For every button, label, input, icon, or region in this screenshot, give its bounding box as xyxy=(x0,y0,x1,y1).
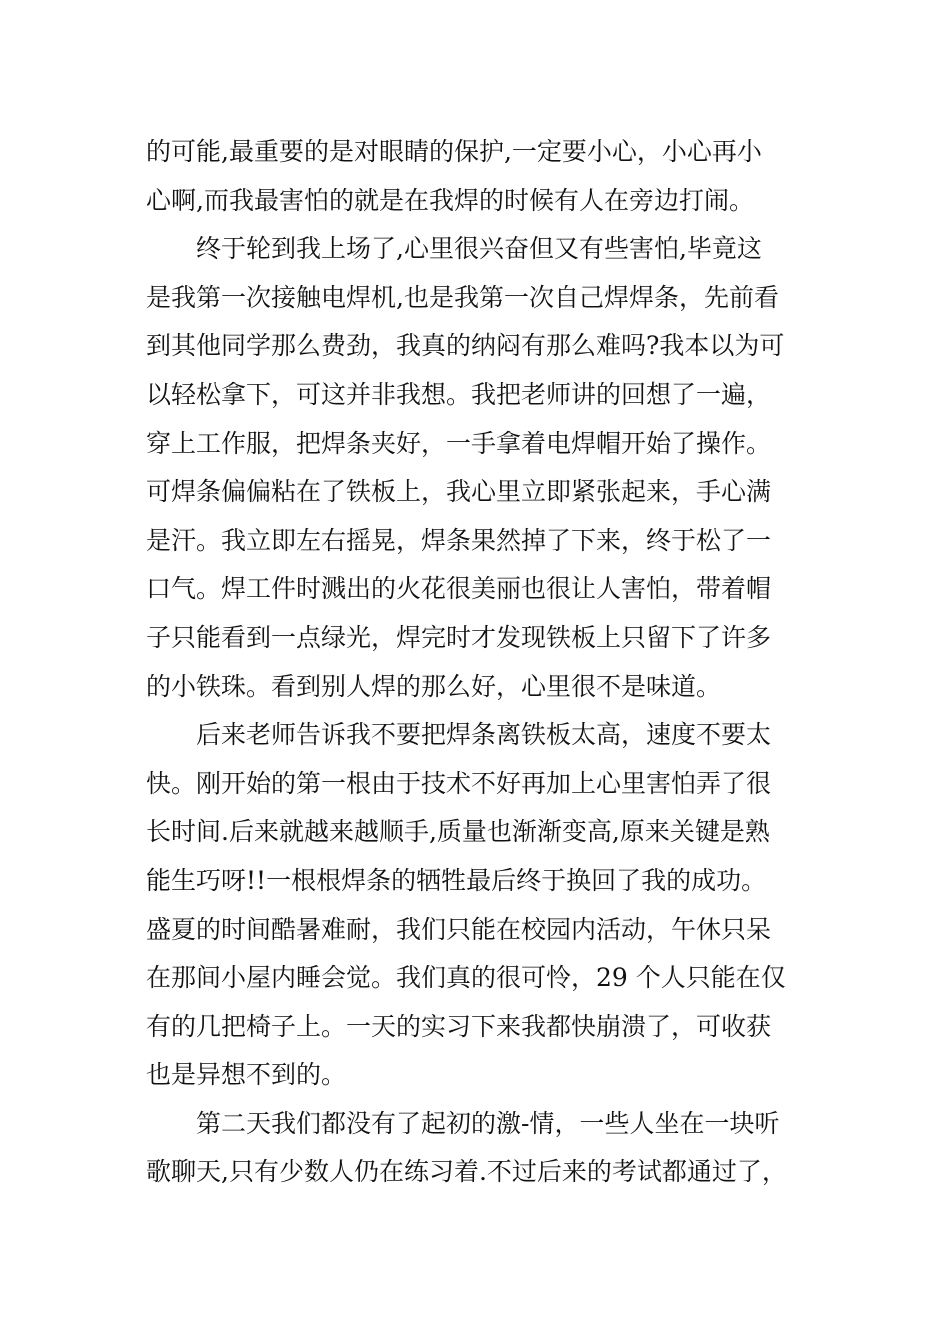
text-line: 口气。焊工件时溅出的火花很美丽也很让人害怕，带着帽 xyxy=(146,574,772,604)
text-line: 以轻松拿下，可这并非我想。我把老师讲的回想了一遍， xyxy=(146,379,772,409)
text-line: 后来老师告诉我不要把焊条离铁板太高，速度不要太 xyxy=(196,720,772,750)
text-line: 第二天我们都没有了起初的激-情，一些人坐在一块听 xyxy=(196,1108,780,1138)
text-line: 在那间小屋内睡会觉。我们真的很可怜，29 个人只能在仅 xyxy=(146,963,786,993)
text-line: 到其他同学那么费劲，我真的纳闷有那么难吗?我本以为可 xyxy=(146,331,785,361)
text-line: 能生巧呀!!一根根焊条的牺牲最后终于换回了我的成功。 xyxy=(146,865,767,895)
text-line: 歌聊天,只有少数人仍在练习着.不过后来的考试都通过了， xyxy=(146,1157,787,1187)
text-line: 子只能看到一点绿光，焊完时才发现铁板上只留下了许多 xyxy=(146,622,772,652)
text-line: 有的几把椅子上。一天的实习下来我都快崩溃了，可收获 xyxy=(146,1011,772,1041)
text-line: 也是异想不到的。 xyxy=(146,1060,347,1090)
text-line: 是汗。我立即左右摇晃，焊条果然掉了下来，终于松了一 xyxy=(146,525,772,555)
text-line: 终于轮到我上场了,心里很兴奋但又有些害怕,毕竟这 xyxy=(196,234,762,264)
text-line: 的小铁珠。看到别人焊的那么好，心里很不是味道。 xyxy=(146,671,722,701)
text-line: 长时间.后来就越来越顺手,质量也渐渐变高,原来关键是熟 xyxy=(146,817,770,847)
text-line: 心啊,而我最害怕的就是在我焊的时候有人在旁边打闹。 xyxy=(146,185,754,215)
text-line: 穿上工作服，把焊条夹好，一手拿着电焊帽开始了操作。 xyxy=(146,428,772,458)
text-line: 的可能,最重要的是对眼睛的保护,一定要小心，小心再小 xyxy=(146,137,762,166)
text-line: 快。刚开始的第一根由于技术不好再加上心里害怕弄了很 xyxy=(146,768,772,798)
body-text xyxy=(146,128,810,1197)
text-line: 盛夏的时间酷暑难耐，我们只能在校园内活动，午休只呆 xyxy=(146,914,772,944)
text-line: 可焊条偏偏粘在了铁板上，我心里立即紧张起来，手心满 xyxy=(146,477,772,507)
text-line: 是我第一次接触电焊机,也是我第一次自己焊焊条，先前看 xyxy=(146,282,779,312)
